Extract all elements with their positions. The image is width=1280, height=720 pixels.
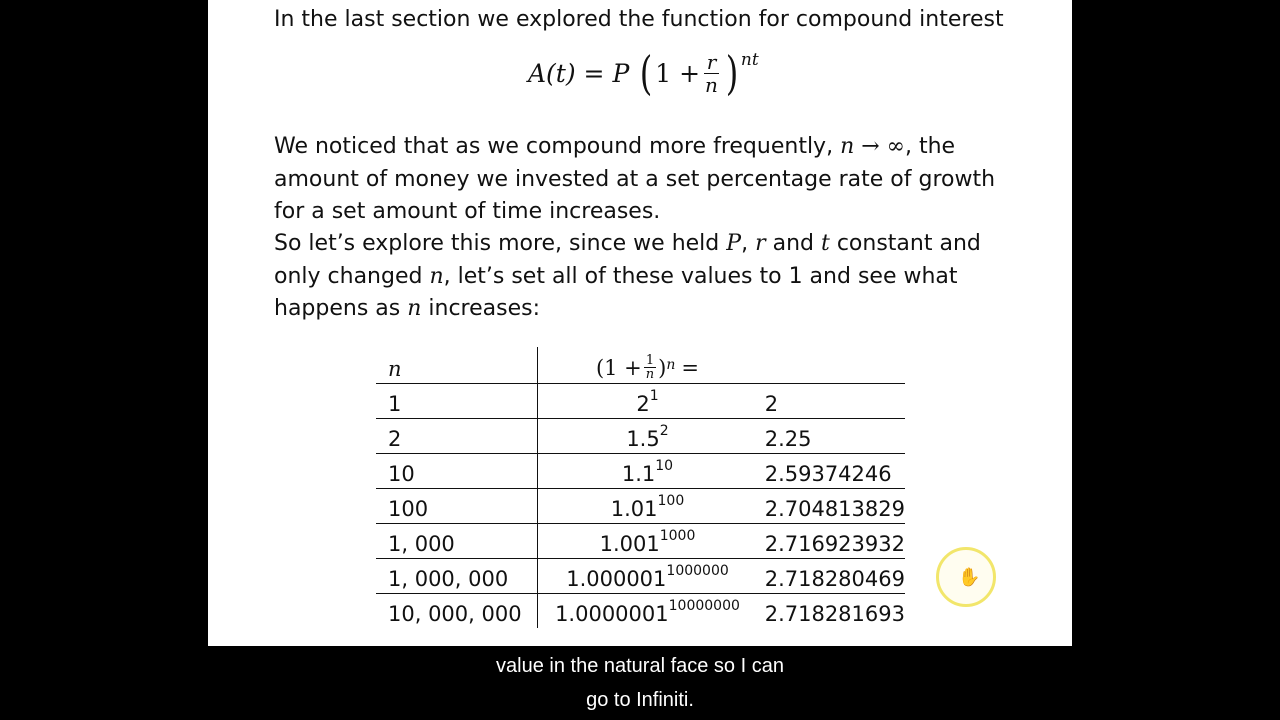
para2-line1 <box>274 131 995 164</box>
header-expression <box>538 347 757 384</box>
row-base: 2 <box>636 392 650 416</box>
row-n: 10, 000, 000 <box>376 594 538 629</box>
para2-line2: amount of money we invested at a set percentage rate of growth <box>274 166 996 192</box>
compound-interest-formula <box>528 46 759 100</box>
hand-icon: ✋ <box>958 567 981 587</box>
var-n: n <box>429 263 444 289</box>
intro-text: In the last section we explored the function for compound interest <box>274 7 1004 32</box>
para2-line1-post: , the <box>904 134 956 159</box>
slide <box>208 0 1072 646</box>
table-row <box>376 454 905 489</box>
para3-line3 <box>274 293 981 326</box>
row-base: 1.000001 <box>566 567 667 591</box>
formula-exponent: nt <box>740 50 759 70</box>
table-row <box>376 489 905 524</box>
var-n: n <box>407 296 422 321</box>
row-exponent: 10000000 <box>668 598 740 614</box>
para3-line2-b: , let’s set all of these values to 1 and see what <box>443 263 958 289</box>
row-value: 2.704813829 <box>757 489 905 524</box>
para3-line1-b: , <box>741 231 756 256</box>
row-expression <box>538 559 757 594</box>
table-row <box>376 594 905 629</box>
row-base: 1.01 <box>610 497 658 521</box>
row-value: 2.718281693 <box>764 602 905 626</box>
row-n: 10 <box>376 454 538 489</box>
header-expr-eq: = <box>681 355 699 380</box>
row-exponent: 100 <box>657 493 685 509</box>
header-expr-exp: n <box>666 356 676 373</box>
row-exponent: 1000000 <box>666 563 729 579</box>
row-value: 2.718280469 <box>757 559 905 594</box>
row-value: 2.716923932 <box>757 524 905 559</box>
row-value: 2.59374246 <box>757 454 905 489</box>
formula-fraction <box>702 51 721 96</box>
row-base: 1.1 <box>621 462 656 486</box>
header-value <box>757 347 905 384</box>
para3-line1-c: and <box>765 231 821 256</box>
paragraph-2 <box>274 131 995 229</box>
formula-frac-den: n <box>705 72 718 97</box>
table-row <box>376 419 905 454</box>
table-row <box>376 524 905 559</box>
row-exponent: 1000 <box>659 528 696 544</box>
para3-line3-b: increases: <box>421 296 540 321</box>
formula-open-paren: ( <box>639 46 653 100</box>
row-value: 2 <box>757 384 905 419</box>
formula-close-paren: ) <box>725 46 739 100</box>
formula-one-plus: 1 + <box>655 58 701 88</box>
table-row <box>376 384 905 419</box>
row-expression <box>538 489 757 524</box>
row-exponent: 2 <box>659 423 669 439</box>
formula-lhs: A(t) = P <box>528 58 630 88</box>
row-n: 1 <box>376 384 538 419</box>
row-expression <box>538 594 757 629</box>
row-n: 100 <box>376 489 538 524</box>
row-expression <box>538 454 757 489</box>
row-expression <box>538 384 757 419</box>
header-fraction <box>644 354 656 381</box>
row-base: 1.0000001 <box>555 602 669 626</box>
var-r: r <box>755 231 766 256</box>
header-expr-open: (1 + <box>595 355 642 380</box>
row-expression <box>538 419 757 454</box>
row-n: 1, 000, 000 <box>376 559 538 594</box>
caption-box <box>0 646 1280 714</box>
header-expr-close: ) <box>658 355 667 380</box>
paragraph-3 <box>274 228 981 326</box>
caption-line-1: value in the natural face so I can <box>496 655 784 677</box>
table-header-row <box>376 347 905 384</box>
table-row <box>376 559 905 594</box>
row-exponent: 10 <box>655 458 674 474</box>
para2-line1-pre: We noticed that as we compound more frequently, <box>274 134 841 159</box>
row-expression <box>538 524 757 559</box>
para3-line1 <box>274 228 981 261</box>
row-base: 1.001 <box>599 532 660 556</box>
para3-line2-a: only changed <box>274 263 430 289</box>
para3-line2 <box>274 261 981 294</box>
header-frac-den: n <box>645 367 655 382</box>
n-to-infinity: n → ∞ <box>840 134 905 159</box>
row-exponent: 1 <box>649 388 659 404</box>
var-t: t <box>821 231 830 256</box>
para3-line1-a: So let’s explore this more, since we held <box>274 231 727 256</box>
limit-table <box>376 347 905 628</box>
para3-line3-a: happens as <box>274 296 408 321</box>
row-n: 1, 000 <box>376 524 538 559</box>
header-n: n <box>376 347 538 384</box>
para2-line3: for a set amount of time increases. <box>274 199 661 224</box>
para3-line1-d: constant and <box>829 231 981 256</box>
header-frac-num: 1 <box>645 353 655 368</box>
row-value: 2.25 <box>757 419 905 454</box>
row-base: 1.5 <box>626 427 660 451</box>
row-n: 2 <box>376 419 538 454</box>
formula-frac-num: r <box>704 51 720 74</box>
caption-line-2: go to Infiniti. <box>586 689 694 711</box>
var-P: P <box>726 231 742 256</box>
